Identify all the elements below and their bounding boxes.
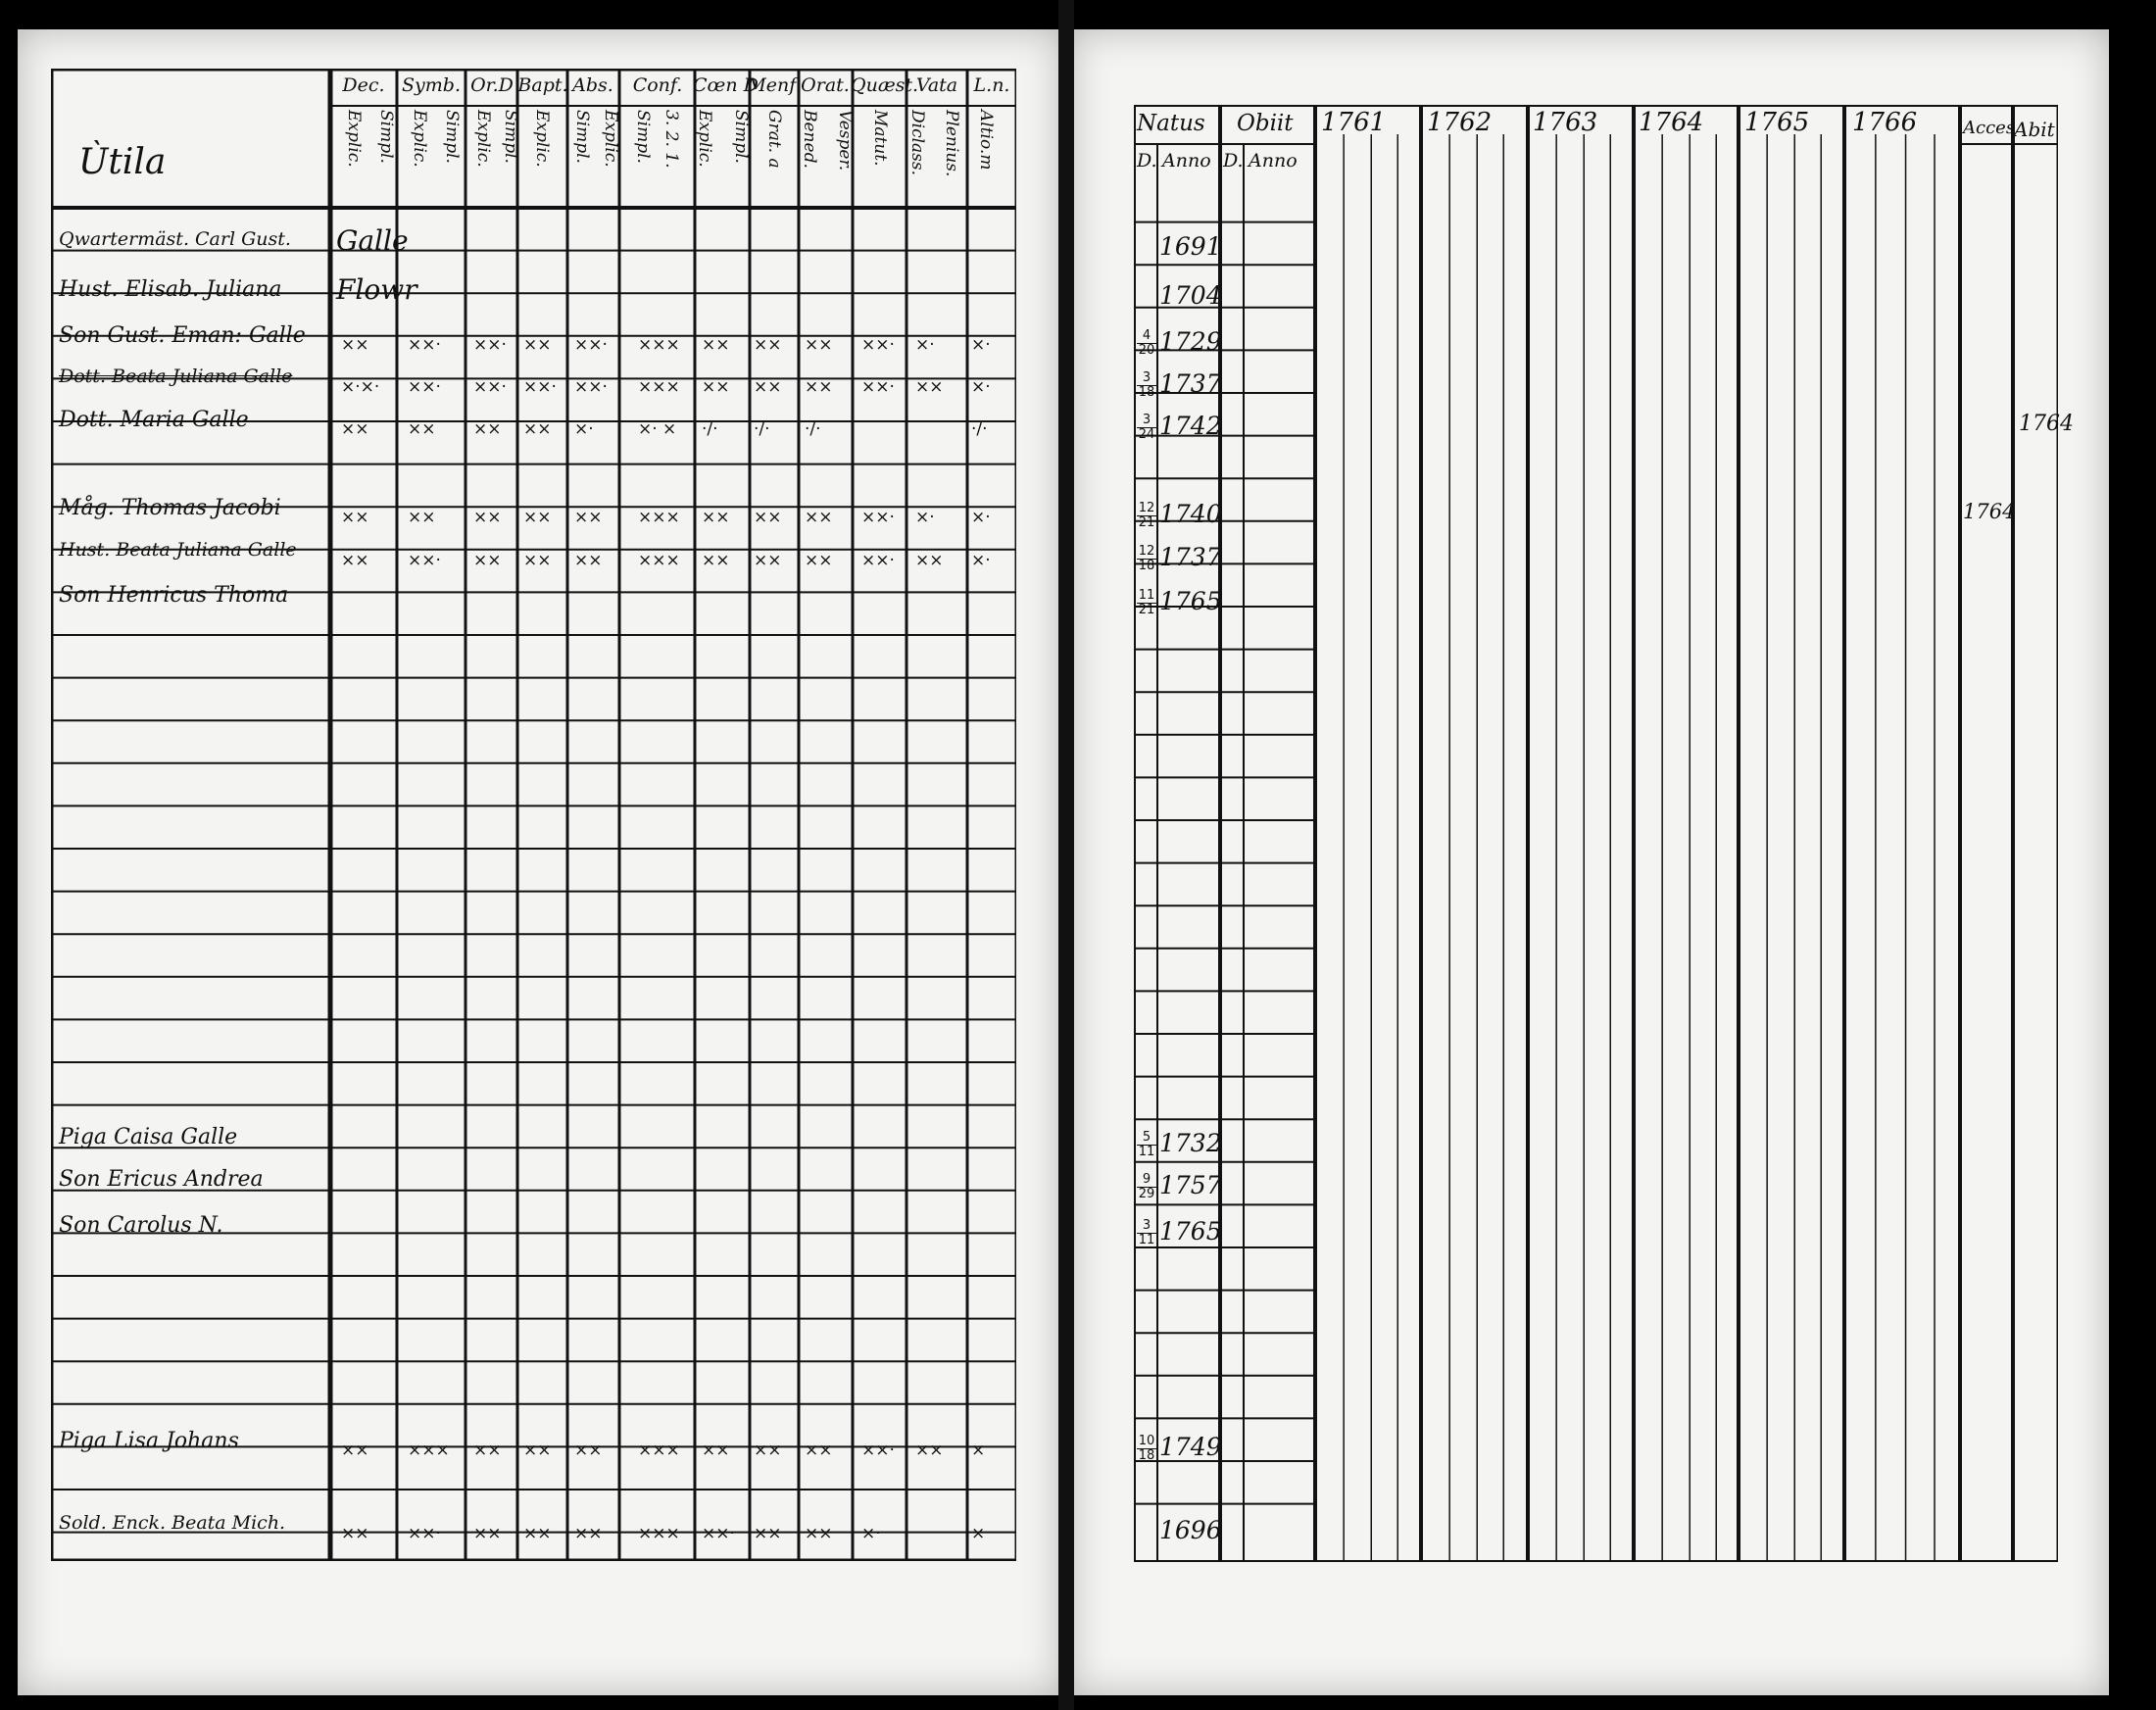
natus-header: Natus [1137, 111, 1205, 136]
examination-mark: ××× [638, 335, 680, 355]
examination-mark: ×× [702, 377, 730, 397]
examination-mark: ×× [805, 1524, 833, 1543]
column-header-0: Dec. [342, 74, 385, 96]
examination-mark: ×× [574, 551, 603, 570]
examination-mark: ×× [805, 377, 833, 397]
examination-mark: ×× [341, 508, 369, 527]
household-member-name: Son Carolus N. [59, 1213, 223, 1238]
birth-day: $\frac{12}{18}$ [1138, 544, 1155, 573]
household-member-name: Piga Lisa Johans [59, 1429, 239, 1453]
natus-anno-header: Anno [1162, 150, 1211, 171]
examination-mark: ××· [408, 335, 441, 355]
examination-mark: ×× [915, 551, 944, 570]
abiit-header: Abit [2014, 118, 2055, 141]
birth-year: 1749 [1159, 1433, 1222, 1461]
column-header-9: Quæst. [851, 74, 919, 96]
sub-header-1: Simpl. [376, 110, 396, 164]
examination-mark: ××× [408, 1441, 450, 1460]
book-spine [1058, 0, 1074, 1710]
examination-mark: ×· [915, 335, 935, 355]
examination-mark: ×× [805, 1441, 833, 1460]
birth-year: 1742 [1159, 412, 1222, 440]
examination-mark: ×× [574, 508, 603, 527]
sub-header-6: Explic. [532, 110, 552, 168]
examination-mark: ××· [473, 335, 507, 355]
examination-mark: ××· [861, 508, 895, 527]
examination-mark: ×× [523, 1441, 552, 1460]
examination-mark: ××· [473, 377, 507, 397]
village-title: Ùtila [78, 142, 167, 182]
examination-mark: ·/· [971, 419, 988, 439]
sub-header-0: Explic. [344, 110, 364, 168]
examination-mark: ××· [861, 335, 895, 355]
examination-mark: ××· [408, 551, 441, 570]
examination-mark: ×× [523, 335, 552, 355]
examination-mark: ×· [971, 508, 991, 527]
examination-mark: ×· [574, 419, 594, 439]
household-member-name: Dott. Maria Galle [59, 408, 249, 432]
examination-mark: ×· × [638, 419, 677, 439]
year-header-1765: 1765 [1744, 108, 1810, 137]
sub-header-3: Simpl. [442, 110, 462, 164]
examination-mark: ×× [408, 508, 436, 527]
household-member-name: Sold. Enck. Beata Mich. [59, 1512, 286, 1534]
birth-year: 1757 [1159, 1171, 1222, 1199]
household-member-name: Dott. Beata Juliana Galle [59, 366, 293, 387]
examination-mark: ×× [702, 1441, 730, 1460]
household-member-name: Måg. Thomas Jacobi [59, 496, 281, 520]
household-member-name: Hust. Elisab. Juliana [59, 277, 282, 302]
examination-mark: ××· [702, 1524, 735, 1543]
birth-day: $\frac{11}{21}$ [1138, 588, 1155, 617]
birth-year: 1732 [1159, 1129, 1222, 1157]
obiit-day-header: D. [1223, 150, 1244, 171]
birth-year: 1696 [1159, 1516, 1222, 1544]
examination-mark: ×× [523, 1524, 552, 1543]
examination-mark: ××× [638, 508, 680, 527]
examination-mark: ×× [754, 377, 782, 397]
birth-year: 1765 [1159, 1217, 1222, 1246]
sub-header-2: Explic. [410, 110, 429, 168]
column-header-5: Conf. [632, 74, 683, 96]
examination-mark: ×× [473, 1441, 502, 1460]
abiit-year: 1764 [2019, 412, 2074, 436]
birth-year: 1737 [1159, 543, 1222, 571]
examination-mark: ×× [408, 419, 436, 439]
household-member-name: Son Ericus Andrea [59, 1167, 264, 1192]
birth-day: $\frac{12}{21}$ [1138, 501, 1155, 530]
examination-mark: ××· [408, 1524, 441, 1543]
examination-mark: ××· [861, 377, 895, 397]
accessit-header: Acces [1963, 118, 2016, 138]
sub-header-5: Simpl. [501, 110, 520, 164]
household-member-name: Son Gust. Eman: Galle [59, 323, 306, 348]
birth-year: 1691 [1159, 232, 1222, 261]
examination-mark: ×· [971, 335, 991, 355]
column-header-3: Bapt. [517, 74, 568, 96]
birth-day: $\frac{9}{29}$ [1138, 1172, 1155, 1201]
sub-header-9: Simpl. [633, 110, 653, 164]
year-header-1766: 1766 [1852, 108, 1918, 137]
examination-mark: ×× [702, 551, 730, 570]
obiit-anno-header: Anno [1249, 150, 1298, 171]
examination-mark: ×× [805, 508, 833, 527]
examination-mark: ×× [473, 508, 502, 527]
examination-mark: ×× [574, 1524, 603, 1543]
right-table-grid [1134, 105, 2058, 1562]
examination-mark: ×× [523, 551, 552, 570]
sub-header-18: Plenius. [942, 110, 961, 177]
column-header-7: Menf. [747, 74, 802, 96]
examination-mark: ×× [702, 335, 730, 355]
examination-mark: ×× [341, 1441, 369, 1460]
examination-mark: × [971, 1524, 986, 1543]
year-header-1762: 1762 [1427, 108, 1493, 137]
column-header-11: L.n. [973, 74, 1010, 96]
examination-mark: ·/· [805, 419, 821, 439]
column-header-1: Symb. [402, 74, 461, 96]
sub-header-7: Simpl. [572, 110, 592, 164]
examination-mark: ×× [754, 508, 782, 527]
examination-mark: ×× [341, 335, 369, 355]
birth-day: $\frac{5}{11}$ [1138, 1130, 1155, 1159]
examination-mark: ×× [702, 508, 730, 527]
examination-mark: × [971, 1441, 986, 1460]
year-header-1763: 1763 [1533, 108, 1598, 137]
sub-header-17: Diclass. [907, 110, 927, 176]
year-header-1764: 1764 [1639, 108, 1704, 137]
year-header-1761: 1761 [1321, 108, 1387, 137]
examination-mark: ×× [473, 551, 502, 570]
examination-mark: ×× [754, 1524, 782, 1543]
birth-day: $\frac{10}{18}$ [1138, 1434, 1155, 1463]
sub-header-15: Vesper. [835, 110, 855, 171]
sub-header-8: Explic. [601, 110, 620, 168]
column-header-4: Abs. [572, 74, 613, 96]
birth-year: 1737 [1159, 369, 1222, 398]
birth-day: $\frac{3}{11}$ [1138, 1218, 1155, 1247]
examination-mark: ××× [638, 551, 680, 570]
examination-mark: ××· [408, 377, 441, 397]
examination-mark: ××× [638, 377, 680, 397]
column-header-10: Vata [915, 74, 958, 96]
sub-header-13: Grat. a [764, 110, 784, 169]
sub-header-14: Bened. [800, 110, 819, 169]
birth-day: $\frac{3}{24}$ [1138, 413, 1155, 442]
column-header-8: Orat. [801, 74, 850, 96]
sub-header-10: 3. 2. 1. [662, 110, 681, 169]
examination-mark: ×· [861, 1524, 881, 1543]
examination-mark: ××× [638, 1524, 680, 1543]
examination-mark: ××· [861, 1441, 895, 1460]
sub-header-4: Explic. [473, 110, 493, 168]
sub-header-16: Matut. [870, 110, 890, 167]
household-member-name: Qwartermäst. Carl Gust. [59, 228, 291, 250]
column-header-2: Or.D [470, 74, 514, 96]
examination-mark: ××· [574, 335, 608, 355]
examination-mark: ××· [574, 377, 608, 397]
sub-header-12: Simpl. [731, 110, 751, 164]
examination-mark: ×× [754, 335, 782, 355]
examination-mark: ×× [473, 419, 502, 439]
birth-year: 1729 [1159, 327, 1222, 356]
household-member-name: Son Henricus Thoma [59, 583, 289, 608]
examination-mark: ×× [523, 508, 552, 527]
examination-mark: ××× [638, 1441, 680, 1460]
examination-mark: ×× [754, 1441, 782, 1460]
natus-day-header: D. [1137, 150, 1157, 171]
examination-mark: ·/· [754, 419, 770, 439]
examination-mark: ×× [341, 551, 369, 570]
household-member-surname: Galle [336, 224, 409, 257]
examination-mark: ×· [971, 377, 991, 397]
household-member-name: Piga Caisa Galle [59, 1125, 238, 1149]
birth-day: $\frac{3}{18}$ [1138, 370, 1155, 400]
birth-year: 1740 [1159, 500, 1222, 528]
obiit-header: Obiit [1237, 111, 1294, 136]
examination-mark: ×× [341, 1524, 369, 1543]
examination-mark: ×· [971, 551, 991, 570]
birth-day: $\frac{4}{20}$ [1138, 328, 1155, 358]
examination-mark: ×× [805, 551, 833, 570]
examination-mark: ×·×· [341, 377, 380, 397]
examination-mark: ×× [754, 551, 782, 570]
examination-mark: ×× [341, 419, 369, 439]
examination-mark: ×× [473, 1524, 502, 1543]
examination-mark: ×× [523, 419, 552, 439]
sub-header-11: Explic. [695, 110, 714, 168]
examination-mark: ×· [915, 508, 935, 527]
examination-mark: ×× [574, 1441, 603, 1460]
column-header-6: Cœn D [693, 74, 759, 96]
examination-mark: ×× [915, 377, 944, 397]
examination-mark: ××· [861, 551, 895, 570]
sub-header-19: Altio.m [976, 110, 996, 171]
examination-mark: ·/· [702, 419, 718, 439]
household-member-name: Hust. Beata Juliana Galle [59, 539, 297, 561]
birth-year: 1765 [1159, 587, 1222, 615]
examination-mark: ×× [805, 335, 833, 355]
household-member-surname: Flowr [336, 273, 417, 306]
accessit-year: 1764 [1963, 500, 2016, 523]
birth-year: 1704 [1159, 281, 1222, 310]
examination-mark: ×× [915, 1441, 944, 1460]
examination-mark: ××· [523, 377, 557, 397]
